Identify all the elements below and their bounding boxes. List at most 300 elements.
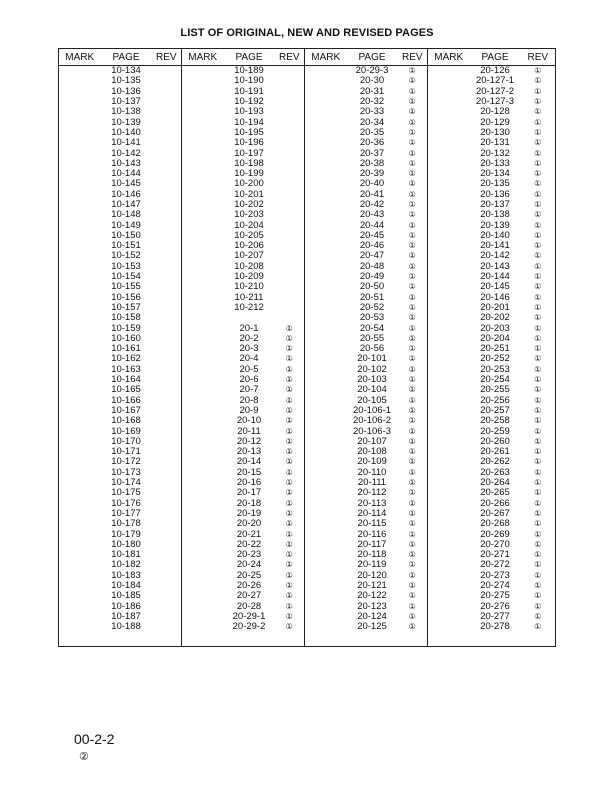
mark-cell (305, 426, 347, 436)
mark-cell (59, 323, 101, 333)
rev-cell: ① (521, 612, 556, 622)
page-cell: 20-32 (359, 96, 385, 108)
mark-cell (182, 571, 224, 581)
page-cell: 20-101 (357, 353, 387, 365)
rev-cell: ① (408, 591, 416, 601)
page-cell: 20-29-3 (355, 65, 389, 77)
mark-cell (305, 457, 347, 467)
page-cell: 20-133 (480, 157, 510, 169)
rev-cell (152, 76, 182, 86)
rev-cell (152, 571, 182, 581)
page-cell: 10-176 (111, 497, 141, 509)
mark-cell (305, 323, 347, 333)
rev-cell: ① (521, 550, 556, 560)
mark-cell (428, 76, 470, 86)
page-cell: 20-255 (480, 384, 510, 396)
page-cell: 20-105 (357, 394, 387, 406)
mark-cell (305, 313, 347, 323)
page-cell: 20-144 (480, 271, 510, 283)
mark-cell (305, 406, 347, 416)
page-cell: 20-116 (357, 528, 387, 540)
table-row (59, 313, 556, 323)
mark-cell (182, 426, 224, 436)
rev-cell: ① (521, 241, 556, 251)
mark-cell (305, 519, 347, 529)
rev-cell (152, 303, 182, 313)
rev-cell: ① (521, 128, 556, 138)
page-cell: 20-271 (480, 549, 510, 561)
page-cell: 10-161 (111, 343, 141, 355)
page-cell: 20-113 (357, 497, 387, 509)
table-body (59, 66, 556, 647)
rev-cell: ① (521, 560, 556, 570)
page-cell: 20-140 (480, 229, 510, 241)
mark-cell (428, 591, 470, 601)
mark-cell (305, 117, 347, 127)
rev-cell: ① (408, 405, 416, 415)
page-cell: 20-30 (359, 75, 385, 87)
rev-cell (152, 591, 182, 601)
mark-cell (59, 601, 101, 611)
mark-cell (305, 571, 347, 581)
rev-cell (152, 313, 182, 323)
page-cell: 10-144 (111, 168, 141, 180)
mark-cell (59, 581, 101, 591)
page-cell: 20-277 (480, 610, 510, 622)
rev-cell: ① (408, 529, 416, 539)
page-cell: 20-202 (480, 312, 510, 324)
page-cell: 10-201 (234, 188, 264, 200)
rev-cell: ① (521, 272, 556, 282)
mark-cell (305, 375, 347, 385)
table-row (59, 560, 556, 570)
rev-cell: ① (285, 560, 293, 570)
page-cell: 10-200 (234, 178, 264, 190)
mark-cell (182, 529, 224, 539)
page-cell: 20-15 (236, 466, 262, 478)
rev-cell: ① (285, 591, 293, 601)
page-cell: 10-189 (234, 65, 264, 77)
mark-cell (305, 416, 347, 426)
rev-cell (275, 128, 305, 138)
rev-cell (152, 365, 182, 375)
page-cell: 20-48 (359, 260, 385, 272)
page-cell: 20-6 (239, 374, 259, 386)
rev-cell: ① (521, 529, 556, 539)
page-cell: 20-54 (359, 322, 385, 334)
mark-cell (305, 303, 347, 313)
rev-cell (275, 231, 305, 241)
rev-cell: ① (285, 498, 293, 508)
table-row (59, 622, 556, 647)
column-header-rev: REV (152, 49, 182, 66)
page-cell: 10-190 (234, 75, 264, 87)
page-cell: 20-33 (359, 106, 385, 118)
page-cell: 20-143 (480, 260, 510, 272)
mark-cell (59, 571, 101, 581)
page-cell: 10-153 (111, 260, 141, 272)
rev-cell: ① (408, 210, 416, 220)
page-cell: 20-53 (359, 312, 385, 324)
mark-cell (428, 447, 470, 457)
mark-cell (305, 179, 347, 189)
page-cell: 20-23 (236, 549, 262, 561)
rev-cell (275, 87, 305, 97)
mark-cell (59, 138, 101, 148)
mark-cell (59, 272, 101, 282)
rev-cell (152, 519, 182, 529)
page-cell: 20-20 (236, 518, 262, 530)
rev-cell: ① (285, 333, 293, 343)
rev-cell: ① (521, 190, 556, 200)
mark-cell (428, 344, 470, 354)
mark-cell (305, 159, 347, 169)
page-cell: 20-14 (236, 456, 262, 468)
mark-cell (59, 550, 101, 560)
rev-cell: ① (408, 169, 416, 179)
page-cell: 20-106-2 (352, 415, 392, 427)
rev-cell: ① (408, 570, 416, 580)
table-row (59, 591, 556, 601)
page-cell: 20-5 (239, 363, 259, 375)
rev-cell: ① (285, 570, 293, 580)
rev-cell (152, 66, 182, 77)
rev-cell (152, 354, 182, 364)
mark-cell (305, 190, 347, 200)
mark-cell (428, 406, 470, 416)
mark-cell (59, 76, 101, 86)
rev-cell (152, 622, 182, 647)
rev-cell: ① (285, 580, 293, 590)
page-cell: 20-254 (480, 374, 510, 386)
mark-cell (428, 179, 470, 189)
page-cell: 20-265 (480, 487, 510, 499)
mark-cell (305, 622, 347, 647)
page-cell: 10-167 (111, 404, 141, 416)
rev-cell: ① (408, 97, 416, 107)
rev-cell (275, 313, 305, 323)
rev-cell (275, 262, 305, 272)
mark-cell (59, 406, 101, 416)
page-cell: 20-123 (357, 600, 387, 612)
rev-cell (152, 190, 182, 200)
mark-cell (428, 323, 470, 333)
page-cell: 10-192 (234, 96, 264, 108)
mark-cell (182, 385, 224, 395)
mark-cell (182, 601, 224, 611)
mark-cell (182, 591, 224, 601)
rev-cell (275, 200, 305, 210)
rev-cell (152, 128, 182, 138)
rev-cell (152, 468, 182, 478)
page-cell: 20-102 (357, 363, 387, 375)
mark-cell (59, 457, 101, 467)
rev-cell: ① (408, 148, 416, 158)
rev-cell (275, 282, 305, 292)
page-cell: 20-50 (359, 281, 385, 293)
page-cell: 20-203 (480, 322, 510, 334)
page-cell: 10-179 (111, 528, 141, 540)
page-cell: 20-260 (480, 435, 510, 447)
page-cell: 10-154 (111, 271, 141, 283)
mark-cell (182, 303, 224, 313)
page-cell: 10-165 (111, 384, 141, 396)
table-row (59, 282, 556, 292)
rev-cell: ① (408, 333, 416, 343)
page-cell: 10-143 (111, 157, 141, 169)
mark-cell (428, 478, 470, 488)
page-cell: 10-164 (111, 374, 141, 386)
mark-cell (428, 190, 470, 200)
page-cell: 20-12 (236, 435, 262, 447)
page-cell: 10-185 (111, 590, 141, 602)
page-cell: 20-29-1 (232, 610, 266, 622)
mark-cell (59, 498, 101, 508)
mark-cell (182, 519, 224, 529)
mark-cell (182, 231, 224, 241)
mark-cell (305, 550, 347, 560)
rev-cell: ① (521, 509, 556, 519)
footer-revision-mark: ② (79, 751, 89, 763)
page-cell: 20-106-1 (352, 404, 392, 416)
page-cell: 20-139 (480, 219, 510, 231)
rev-cell: ① (285, 395, 293, 405)
mark-cell (305, 107, 347, 117)
page-cell: 20-1 (239, 322, 259, 334)
mark-cell (59, 169, 101, 179)
page-cell: 10-139 (111, 116, 141, 128)
mark-cell (182, 447, 224, 457)
page-cell: 20-2 (239, 332, 259, 344)
page-cell: 20-146 (480, 291, 510, 303)
mark-cell (305, 272, 347, 282)
page-cell: 10-146 (111, 188, 141, 200)
mark-cell (182, 581, 224, 591)
page-cell: 10-207 (234, 250, 264, 262)
rev-cell (152, 251, 182, 261)
page-cell: 20-52 (359, 301, 385, 313)
page-cell: 20-257 (480, 404, 510, 416)
page-cell: 20-126 (480, 65, 510, 77)
rev-cell: ① (521, 396, 556, 406)
rev-cell (152, 334, 182, 344)
page-cell: 20-135 (480, 178, 510, 190)
page-cell: 10-168 (111, 415, 141, 427)
mark-cell (428, 612, 470, 622)
rev-cell: ① (521, 159, 556, 169)
rev-cell: ① (521, 622, 556, 647)
page-cell: 10-160 (111, 332, 141, 344)
rev-cell: ① (408, 498, 416, 508)
mark-cell (182, 457, 224, 467)
page-cell: 10-181 (111, 549, 141, 561)
mark-cell (428, 365, 470, 375)
mark-cell (305, 97, 347, 107)
rev-cell: ① (521, 303, 556, 313)
rev-cell (152, 540, 182, 550)
mark-cell (182, 509, 224, 519)
mark-cell (182, 323, 224, 333)
page-cell: 20-142 (480, 250, 510, 262)
page-cell: 20-47 (359, 250, 385, 262)
mark-cell (305, 591, 347, 601)
mark-cell (305, 396, 347, 406)
page-cell: 10-205 (234, 229, 264, 241)
page-cell: 20-262 (480, 456, 510, 468)
rev-cell (152, 344, 182, 354)
rev-cell: ① (408, 601, 416, 611)
mark-cell (305, 468, 347, 478)
mark-cell (428, 354, 470, 364)
table-row (59, 210, 556, 220)
mark-cell (182, 416, 224, 426)
mark-cell (182, 190, 224, 200)
mark-cell (428, 509, 470, 519)
page-cell: 20-112 (357, 487, 387, 499)
rev-cell (152, 375, 182, 385)
mark-cell (59, 66, 101, 77)
rev-cell (152, 323, 182, 333)
page-cell: 10-206 (234, 240, 264, 252)
mark-cell (428, 396, 470, 406)
mark-cell (182, 66, 224, 77)
page-cell: 10-170 (111, 435, 141, 447)
rev-cell: ① (521, 97, 556, 107)
mark-cell (182, 272, 224, 282)
rev-cell (275, 169, 305, 179)
mark-cell (59, 87, 101, 97)
page-cell: 20-39 (359, 168, 385, 180)
page-cell: 10-180 (111, 538, 141, 550)
page-cell: 20-9 (239, 404, 259, 416)
mark-cell (182, 313, 224, 323)
rev-cell (275, 251, 305, 261)
mark-cell (305, 148, 347, 158)
mark-cell (305, 529, 347, 539)
mark-cell (428, 303, 470, 313)
rev-cell (275, 272, 305, 282)
page-cell: 20-275 (480, 590, 510, 602)
page-cell: 20-13 (236, 446, 262, 458)
page-cell: 20-44 (359, 219, 385, 231)
mark-cell (59, 128, 101, 138)
mark-cell (59, 447, 101, 457)
mark-cell (428, 540, 470, 550)
rev-cell: ① (408, 375, 416, 385)
rev-cell: ① (408, 127, 416, 137)
page-cell: 10-197 (234, 147, 264, 159)
mark-cell (428, 498, 470, 508)
page-cell: 20-129 (480, 116, 510, 128)
rev-cell: ① (521, 416, 556, 426)
page-cell: 10-159 (111, 322, 141, 334)
rev-cell: ① (285, 385, 293, 395)
mark-cell (59, 622, 101, 647)
rev-cell: ① (408, 519, 416, 529)
mark-cell (182, 488, 224, 498)
page-cell: 10-142 (111, 147, 141, 159)
page-cell: 20-36 (359, 137, 385, 149)
rev-cell: ① (285, 539, 293, 549)
mark-cell (59, 334, 101, 344)
mark-cell (59, 416, 101, 426)
rev-cell: ① (521, 169, 556, 179)
page-cell: 20-132 (480, 147, 510, 159)
footer-page-number: 00-2-2 (74, 731, 115, 747)
rev-cell: ① (285, 344, 293, 354)
rev-cell (152, 437, 182, 447)
mark-cell (305, 365, 347, 375)
table-row (59, 416, 556, 426)
mark-cell (59, 529, 101, 539)
page-cell: 10-169 (111, 425, 141, 437)
rev-cell: ① (521, 406, 556, 416)
mark-cell (59, 200, 101, 210)
page-cell: 20-8 (239, 394, 259, 406)
page-cell: 20-21 (236, 528, 262, 540)
mark-cell (305, 282, 347, 292)
rev-cell: ① (408, 550, 416, 560)
page-cell: 20-104 (357, 384, 387, 396)
rev-cell: ① (521, 540, 556, 550)
rev-cell (275, 76, 305, 86)
page-cell: 10-202 (234, 199, 264, 210)
mark-cell (305, 128, 347, 138)
rev-cell (152, 601, 182, 611)
table-row (59, 519, 556, 529)
rev-cell: ① (408, 457, 416, 467)
rev-cell: ① (408, 158, 416, 168)
rev-cell: ① (408, 488, 416, 498)
page-cell: 10-210 (234, 281, 264, 293)
rev-cell: ① (408, 447, 416, 457)
rev-cell (152, 385, 182, 395)
rev-cell (152, 560, 182, 570)
rev-cell: ① (285, 416, 293, 426)
mark-cell (182, 210, 224, 220)
column-header-mark: MARK (428, 49, 470, 66)
rev-cell (275, 117, 305, 127)
rev-cell (275, 107, 305, 117)
rev-cell: ① (521, 117, 556, 127)
rev-cell: ① (521, 179, 556, 189)
rev-cell (275, 210, 305, 220)
mark-cell (182, 159, 224, 169)
rev-cell (152, 457, 182, 467)
page-cell: 20-4 (239, 353, 259, 365)
page-cell: 10-209 (234, 271, 264, 283)
mark-cell (182, 200, 224, 210)
mark-cell (59, 179, 101, 189)
rev-cell: ① (285, 467, 293, 477)
page-cell: 20-120 (357, 569, 387, 581)
mark-cell (59, 591, 101, 601)
mark-cell (428, 117, 470, 127)
rev-cell: ① (408, 364, 416, 374)
rev-cell: ① (521, 200, 556, 210)
mark-cell (428, 334, 470, 344)
mark-cell (59, 231, 101, 241)
rev-cell (152, 148, 182, 158)
rev-cell (152, 138, 182, 148)
rev-cell: ① (285, 447, 293, 457)
mark-cell (59, 488, 101, 498)
mark-cell (428, 210, 470, 220)
rev-cell: ① (285, 426, 293, 436)
rev-cell: ① (285, 436, 293, 446)
rev-cell (275, 241, 305, 251)
rev-cell: ① (521, 334, 556, 344)
